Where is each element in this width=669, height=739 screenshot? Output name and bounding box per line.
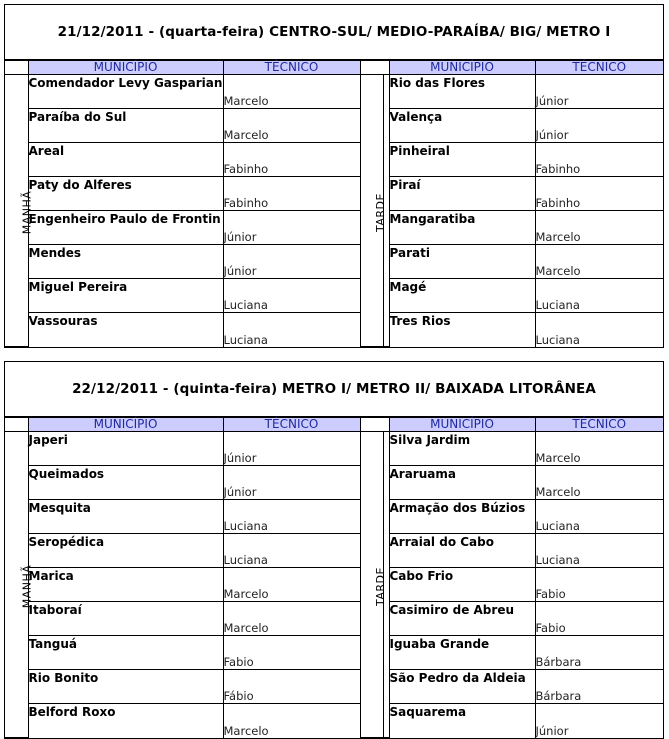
tecnico-cell: Júnior <box>223 432 360 466</box>
table-row <box>5 279 663 313</box>
header-blank <box>360 418 389 432</box>
municipio-cell: Armação dos Búzios <box>389 500 535 534</box>
municipio-cell: Iguaba Grande <box>389 636 535 670</box>
period-label-afternoon: TARDE <box>373 193 387 232</box>
municipio-cell: Araruama <box>389 466 535 500</box>
municipio-cell: Areal <box>28 143 223 177</box>
period-label-morning: MANHÃ <box>20 190 34 235</box>
header-tecnico-morning: TÉCNICO <box>223 418 360 432</box>
table-row <box>5 432 663 466</box>
municipio-cell: Paraíba do Sul <box>28 109 223 143</box>
tecnico-cell: Fabio <box>535 602 663 636</box>
tecnico-cell: Fabinho <box>535 143 663 177</box>
table-row <box>5 568 663 602</box>
municipio-cell: Piraí <box>389 177 535 211</box>
municipio-cell: Mendes <box>28 245 223 279</box>
tecnico-cell: Fabinho <box>223 177 360 211</box>
tecnico-cell: Marcelo <box>535 245 663 279</box>
municipio-cell: Rio Bonito <box>28 670 223 704</box>
header-tecnico-afternoon: TÉCNICO <box>535 418 663 432</box>
tecnico-cell: Luciana <box>223 534 360 568</box>
municipio-cell: Tres Rios <box>389 313 535 347</box>
header-blank <box>5 61 28 75</box>
tecnico-cell: Bárbara <box>535 636 663 670</box>
municipio-cell: Vassouras <box>28 313 223 347</box>
table-row <box>5 602 663 636</box>
municipio-cell: Valença <box>389 109 535 143</box>
tecnico-cell: Júnior <box>223 466 360 500</box>
table-row <box>5 500 663 534</box>
municipio-cell: Seropédica <box>28 534 223 568</box>
municipio-cell: Paty do Alferes <box>28 177 223 211</box>
table-row <box>5 143 663 177</box>
tecnico-cell: Luciana <box>223 279 360 313</box>
header-municipio-afternoon: MUNICÍPIO <box>389 61 535 75</box>
municipio-cell: Miguel Pereira <box>28 279 223 313</box>
tecnico-cell: Marcelo <box>535 466 663 500</box>
tecnico-cell: Luciana <box>535 313 663 347</box>
municipio-cell: Marica <box>28 568 223 602</box>
table-row <box>5 313 663 347</box>
municipio-cell: Mangaratiba <box>389 211 535 245</box>
header-blank <box>5 418 28 432</box>
table-row <box>5 75 663 109</box>
tecnico-cell: Marcelo <box>223 602 360 636</box>
table-row <box>5 211 663 245</box>
municipio-cell: Belford Roxo <box>28 704 223 738</box>
header-tecnico-afternoon: TÉCNICO <box>535 61 663 75</box>
municipio-cell: Saquarema <box>389 704 535 738</box>
municipio-cell: São Pedro da Aldeia <box>389 670 535 704</box>
period-morning <box>5 75 34 347</box>
schedule-21-12 <box>4 4 664 348</box>
period-label-morning: MANHÃ <box>20 564 34 609</box>
municipio-cell: Japeri <box>28 432 223 466</box>
table-row <box>5 636 663 670</box>
schedule-22-12 <box>4 361 664 739</box>
tecnico-cell: Fabio <box>535 568 663 602</box>
municipio-cell: Itaboraí <box>28 602 223 636</box>
municipio-cell: Tanguá <box>28 636 223 670</box>
table-row <box>5 670 663 704</box>
tecnico-cell: Marcelo <box>223 704 360 738</box>
tecnico-cell: Luciana <box>535 279 663 313</box>
table-row <box>5 177 663 211</box>
tecnico-cell: Luciana <box>535 534 663 568</box>
tecnico-cell: Marcelo <box>223 75 360 109</box>
tecnico-cell: Marcelo <box>535 432 663 466</box>
table-row <box>5 245 663 279</box>
tecnico-cell: Luciana <box>223 500 360 534</box>
table-row <box>5 704 663 738</box>
schedule-title: 22/12/2011 - (quinta-feira) METRO I/ METRO II/ BAIXADA LITORÂNEA <box>5 362 663 417</box>
table-row <box>5 109 663 143</box>
period-afternoon <box>360 75 387 347</box>
municipio-cell: Magé <box>389 279 535 313</box>
municipio-cell: Queimados <box>28 466 223 500</box>
municipio-cell: Arraial do Cabo <box>389 534 535 568</box>
tecnico-cell: Júnior <box>535 75 663 109</box>
tecnico-cell: Luciana <box>223 313 360 347</box>
table-row <box>5 466 663 500</box>
header-municipio-morning: MUNICÍPIO <box>28 61 223 75</box>
municipio-cell: Pinheiral <box>389 143 535 177</box>
header-municipio-afternoon: MUNICÍPIO <box>389 418 535 432</box>
municipio-cell: Cabo Frio <box>389 568 535 602</box>
tecnico-cell: Bárbara <box>535 670 663 704</box>
table-row <box>5 534 663 568</box>
period-afternoon <box>360 432 387 738</box>
municipio-cell: Engenheiro Paulo de Frontin <box>28 211 223 245</box>
municipio-cell: Silva Jardim <box>389 432 535 466</box>
tecnico-cell: Marcelo <box>223 568 360 602</box>
tecnico-cell: Júnior <box>535 704 663 738</box>
municipio-cell: Casimiro de Abreu <box>389 602 535 636</box>
municipio-cell: Mesquita <box>28 500 223 534</box>
municipio-cell: Parati <box>389 245 535 279</box>
tecnico-cell: Marcelo <box>535 211 663 245</box>
header-tecnico-morning: TÉCNICO <box>223 61 360 75</box>
schedule-table <box>5 417 663 738</box>
schedule-table <box>5 60 663 347</box>
schedule-title: 21/12/2011 - (quarta-feira) CENTRO-SUL/ MEDIO-PARAÍBA/ BIG/ METRO I <box>5 5 663 60</box>
municipio-cell: Rio das Flores <box>389 75 535 109</box>
header-municipio-morning: MUNICÍPIO <box>28 418 223 432</box>
tecnico-cell: Luciana <box>535 500 663 534</box>
tecnico-cell: Fabio <box>223 636 360 670</box>
header-blank <box>360 61 389 75</box>
municipio-cell: Comendador Levy Gasparian <box>28 75 223 109</box>
tecnico-cell: Fabinho <box>223 143 360 177</box>
tecnico-cell: Júnior <box>535 109 663 143</box>
tecnico-cell: Júnior <box>223 211 360 245</box>
period-morning <box>5 432 34 738</box>
tecnico-cell: Júnior <box>223 245 360 279</box>
period-label-afternoon: TARDE <box>373 567 387 606</box>
tecnico-cell: Fabinho <box>535 177 663 211</box>
tecnico-cell: Marcelo <box>223 109 360 143</box>
tecnico-cell: Fábio <box>223 670 360 704</box>
